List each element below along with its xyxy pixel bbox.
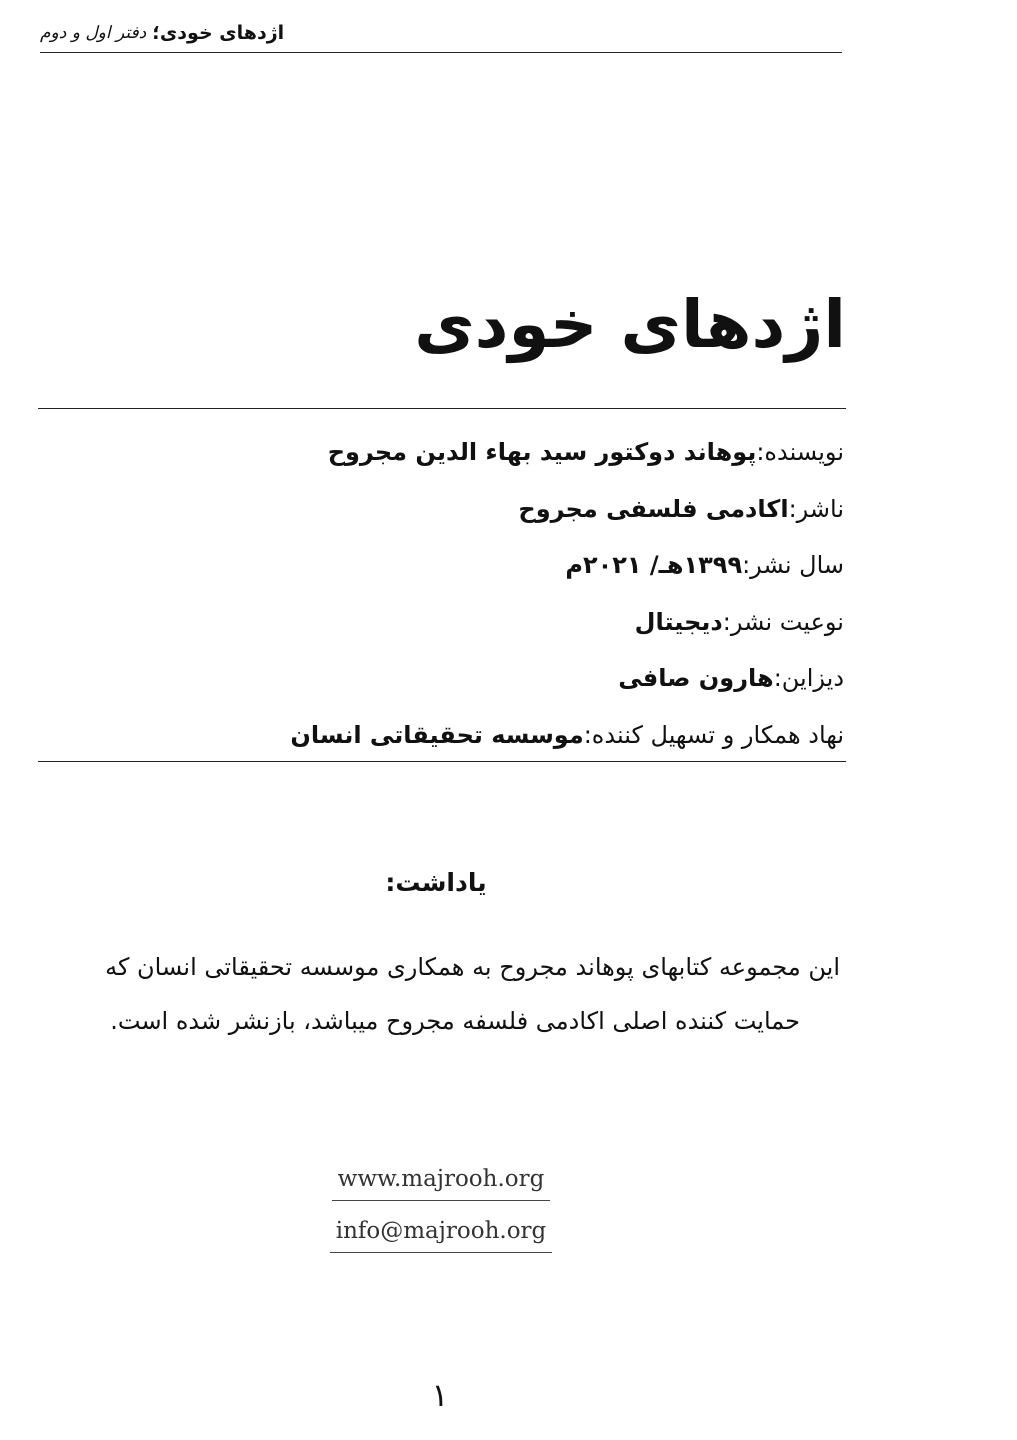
meta-format-label: نوعیت نشر: <box>722 607 844 636</box>
meta-author-value: پوهاند دوکتور سید بهاء الدین مجروح <box>327 438 757 467</box>
meta-publisher-label: ناشر: <box>788 494 844 523</box>
meta-publisher <box>40 481 844 538</box>
meta-author <box>40 424 844 481</box>
meta-year <box>40 537 844 594</box>
meta-format <box>40 594 844 651</box>
meta-format-value: دیجیتال <box>634 607 723 636</box>
running-header <box>40 14 842 53</box>
divider-top <box>38 408 846 409</box>
meta-year-label: سال نشر: <box>742 551 844 580</box>
meta-design <box>40 650 844 707</box>
note-body <box>40 940 840 1048</box>
meta-partner-label: نهاد همکار و تسهیل کننده: <box>583 720 844 749</box>
meta-year-value: ۱۳۹۹هـ/ ۲۰۲۱م <box>565 551 743 580</box>
meta-publisher-value: اکادمی فلسفی مجروح <box>518 494 789 523</box>
running-header-title: اژدهای خودی؛ <box>152 22 285 44</box>
metadata-block <box>40 424 844 763</box>
meta-design-label: دیزاین: <box>773 664 844 693</box>
note-line-2: حمایت کننده اصلی اکادمی فلسفه مجروح میباشد، بازنشر شده است. <box>110 1007 800 1035</box>
meta-author-label: نویسنده: <box>756 438 844 467</box>
website-link[interactable]: www.majrooh.org <box>332 1166 551 1201</box>
page-number: ۱ <box>431 1376 449 1414</box>
note-heading: یاداشت: <box>385 868 487 897</box>
email-link-wrap <box>318 1218 564 1253</box>
book-title: اژدهای خودی <box>414 286 846 363</box>
divider-bottom <box>38 761 846 762</box>
running-header-subtitle: دفتر اول و دوم <box>40 23 147 43</box>
note-line-1: این مجموعه کتابهای پوهاند مجروح به همکاری موسسه تحقیقاتی انسان که <box>105 953 840 981</box>
email-link[interactable]: info@majrooh.org <box>330 1218 553 1253</box>
meta-partner-value: موسسه تحقیقاتی انسان <box>290 720 584 749</box>
meta-design-value: هارون صافی <box>618 664 774 693</box>
website-link-wrap <box>318 1166 564 1201</box>
meta-partner <box>40 707 844 764</box>
